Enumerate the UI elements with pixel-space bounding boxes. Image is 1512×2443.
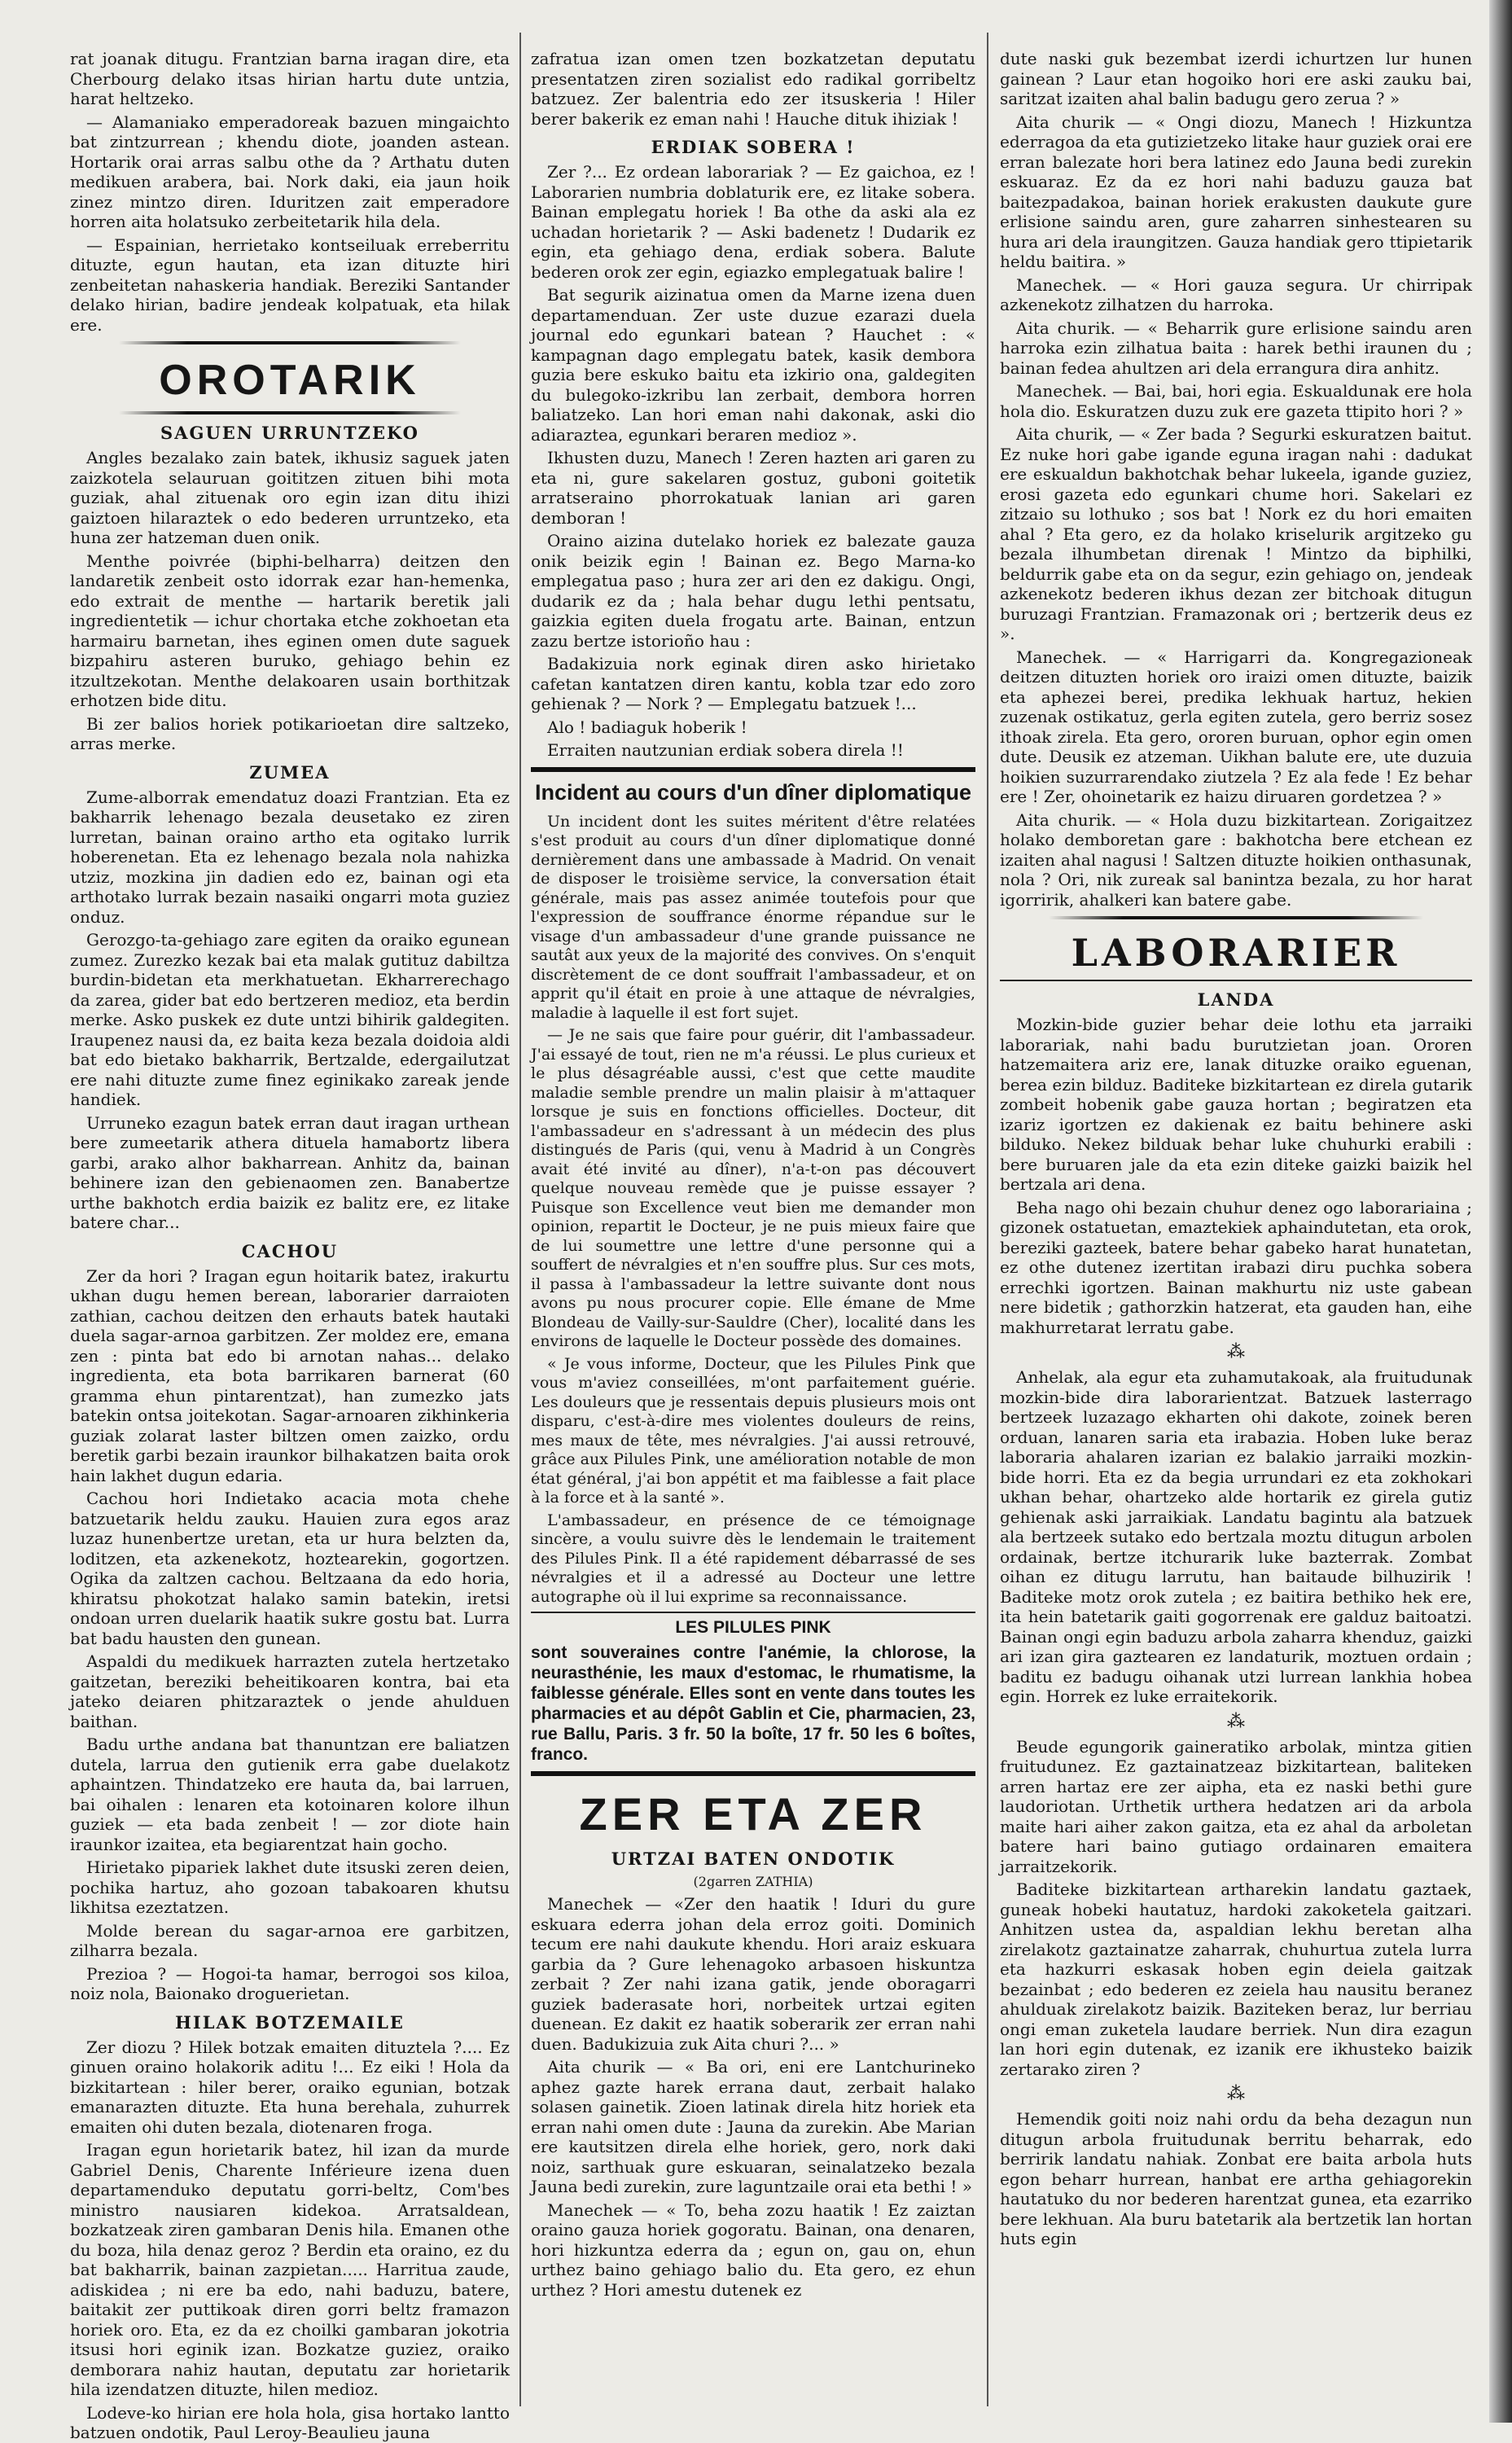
paragraph: Manechek. — Bai, bai, hori egia. Eskualdunak ere hola hola dio. Eskuratzen duzu zuk ere gazeta ttipito hori ? »: [1000, 381, 1472, 421]
column-left: [70, 49, 510, 2442]
paragraph: zafratua izan omen tzen bozkatzetan deputatu presentatzen ziren sozialist edo radikal gorribeltz batzuez. Zer balentria edo zer itsuskeria ! Hiler berer bakerik ez eman nahi ! Hauche dituk ihiziak !: [531, 49, 975, 129]
article-heading: SAGUEN URRUNTZEKO: [160, 423, 419, 443]
paragraph: Aita churik — « Ba ori, eni ere Lantchurineko aphez gazte harek errana daut, zerbait halako solasen gainetik. Zioen latinak direla hitz horiek eta erran nahi omen dute : Jauna da zurekin. Abe Marian ere kautsitzen direla elhe horiek, gero, nork daki noiz, sarthuak gure eskuaran, seinalatzeko bezala Jauna bedi zurekin, zure laguntzaile orai eta bethi ! »: [531, 2057, 975, 2196]
divider: [1000, 980, 1472, 981]
section-title-orotarik: OROTARIK: [159, 357, 421, 404]
paragraph: Manechek. — « Harrigarri da. Kongregazioneak deitzen dituzten horiek oro iraizi omen dituzte, baizik eta aphezei berei, predika lekhuak hartuz, hekien zuzenak ostikatuz, gerla egiten zutela, gero berriz sosez ithoak zirela. Eta gero, ororen buruan, ophor egin omen dute. Deusik ez atzeman. Uikhan balute ere, ute duzuia hoikien suzurrarendako ziutzela ? Ez ala fede ! Ez behar ere ! Zer, ohoinetarik ez haizu diruaren gordetzea ? »: [1000, 647, 1472, 806]
paragraph: Molde berean du sagar-arnoa ere garbitzen, zilharra bezala.: [70, 1920, 510, 1960]
paragraph: Menthe poivrée (biphi-belharra) deitzen den landaretik zenbeit osto idorrak ezar han-hemenka, edo extrait de menthe — hartarik beretik jali ingredientetik — ichur chortaka etche zokhoetan eta harmairu barnetan, ihes eginen omen dute saguek bizpahiru asteren buruko, gehiago behin ez itzultzekotan. Menthe delakoaren usain borthitzak erhotzen bide ditu.: [70, 550, 510, 710]
paragraph: Zume-alborrak emendatuz doazi Frantzian. Eta ez bakharrik lehenago bezala deusetako ez ziren lurretan, bainan oraino artho eta ogitako lurrik hoberenetan. Eta ez lehenago bezala nola nahizka utziz, mozkina jin dadien edo ez, bainan ogi eta arthotako lurrak bezain nasaiki ongarri mota guziez onduz.: [70, 787, 510, 927]
paragraph: Zer da hori ? Iragan egun hoitarik batez, irakurtu ukhan dugu hemen berean, laborarier darraioten zathian, cachou deitzen den erhauts batek hautaki duela sagar-arnoa garbitzen. Zer moldez ere, emana zen : pinta bat edo bi arnotan nahas... delako ingredienta, eta bota barrikaren barnerat (60 gramma ehun pintarentzat), han zumezko jats batekin ontsa joitekotan. Sagar-arnoaren zikhinkeria guziak zolarat laster biltzen omen zaizko, ordu beretik garbi bezain iraunkor bilhakatzen baita orok hain lakhet dugun edaria.: [70, 1265, 510, 1485]
paragraph: Aita churik. — « Hola duzu bizkitartean. Zorigaitzez holako demboretan gare : bakhotcha bere etchean ez izaiten ahal nagusi ! Saltzen dituzte hoikien onthasunak, nola ? Ori, nik zureak sal banintza bezala, zu hor harat igorririk, ahalkeri kan batere gabe.: [1000, 809, 1472, 910]
divider: [531, 767, 975, 772]
paragraph: Urruneko ezagun batek erran daut iragan urthean bere zumeetarik athera dituela hamabortz libera garbi, arako alhor bakharrean. Anhitz da, bainan behinere izan den gebienaomen zen. Banabertze urthe bakhotch erdia baizik ez balitz ere, ez litake batere char...: [70, 1112, 510, 1232]
paragraph: Zer diozu ? Hilek botzak emaiten dituztela ?.... Ez ginuen oraino holakorik aditu !... Ez eiki ! Hola da bizkitartean : hiler berer, oraiko egunian, botzak emanarazten dituzte. Eta huna berehala, zuhurrek emaiten ohi duten bezala, diotenaren froga.: [70, 2037, 510, 2137]
paragraph: Hirietako pipariek lakhet dute itsuski zeren deien, pochika hartuz, aho gozoan tabakoaren khutsu likhitsa ezeztatzen.: [70, 1857, 510, 1917]
paragraph: Cachou hori Indietako acacia mota chehe batzuetarik heldu zauku. Hauien zura egos araz luzaz hunenbertze uretan, eta ur hura belzten da, loditzen, eta azkenekotz, hoztearekin, gogortzen. Ogika da zaltzen cachou. Beltzaana da edo horia, khiratsu phokotzat halako samin batekin, iretsi ondoan urren duelarik haatik sukre gostu bat. Lurra bat badu hausten den gunean.: [70, 1489, 510, 1648]
section-separator-icon: ⁂: [1227, 1711, 1245, 1732]
paragraph: Alo ! badiaguk hoberik !: [547, 717, 747, 737]
paragraph: Lodeve-ko hirian ere hola hola, gisa hortako lantto batzuen ondotik, Paul Leroy-Beaulieu jauna: [70, 2402, 510, 2442]
article-heading: ZUMEA: [249, 761, 331, 783]
article-title-incident: Incident au cours d'un dîner diplomatique: [535, 779, 971, 805]
paragraph: Zer ?... Ez ordean laborariak ? — Ez gaichoa, ez ! Laborarien numbria doblaturik ere, ez litake sobera. Bainan emplegatu horiek ! Ba othe da aski ala ez uchadan horietarik ? — Aski badenetz ! Dudarik ez egin, eta gehiago dena, erdiak sobera. Balute bederen orok zer egin, egiazko emplegatuak balire !: [531, 162, 975, 282]
paragraph: dute naski guk bezembat izerdi ichurtzen lur hunen gainean ? Laur etan hogoiko hori ere aski zauku bai, saritzat izaiten ahal balin badugu gero zerua ? »: [1000, 49, 1472, 108]
paragraph: Bat segurik aizinatua omen da Marne izena duen departamenduan. Zer uste duzue ezarazi duela journal edo egunkari batean ? Hauchet : « kampagnan dago emplegatu batek, kasik dembora guzia bere eskuko baitu eta izkirio ona, galdegiten du bulegoko-izkribu lan zerbait, dembora horren baliatzeko. Lan hori eman nahi dakonak, aski dio adiaraztea, egunkari beraren medioz ».: [531, 285, 975, 445]
paragraph: — Espainian, herrietako kontseiluak erreberritu dituzte, egun hautan, eta izan dituzte hiri zenbeitetan nahaskeria handiak. Bereziki Santander delako hirian, badire jendeak kolpatuak, eta hilak ere.: [70, 235, 510, 335]
paragraph: Iragan egun horietarik batez, hil izan da murde Gabriel Denis, Charente Inférieure izena duen departamenduko deputatu gorri-beltz, Com'bes ministro nausiaren kidekoa. Arratsaldean, bozkatzeak ziren gambaran Denis hila. Emanen othe du boza, hila denaz geroz ? Berdin eta oraino, ez du bat bakharrik, bainan zazpietan..... Harritua zaude, adiskidea ; ni ere ba edo, nahi baduzu, batere, baitakit zer puttikoak diren gorri beltz framazon horiek oro. Eta, ez da ez choilki gambaran jokotria itsusi hori eginik izan. Bozkatze guziez, oraiko demborara nahiz hautan, deputatu zar horietarik hila izendatzen dituzte, hilen medioz.: [70, 2140, 510, 2399]
divider: [1049, 916, 1423, 919]
article-heading: CACHOU: [241, 1240, 339, 1261]
article-heading: ERDIAK SOBERA !: [651, 137, 856, 157]
divider: [119, 341, 461, 344]
column-middle: [531, 49, 975, 2406]
divider: [531, 1771, 975, 1776]
article-subheading: (2garren ZATHIA): [693, 1874, 813, 1889]
paragraph: Un incident dont les suites méritent d'être relatées s'est produit au cours d'un dîner diplomatique donné dernièrement dans une ambassade à Madrid. On venait de disposer le troisième service, la conversation était générale, mais pas assez animée toutefois pour que l'expression de souffrance énorme répandue sur le visage d'un ambassadeur d'une grande puissance ne sautât aux yeux de la majorité des convives. On s'enquit discrètement de ce dont souffrait l'ambassadeur, et on apprit qu'il était en proie à une attaque de névralgies, maladie à laquelle il est fort sujet.: [531, 812, 975, 1022]
divider: [531, 1612, 975, 1613]
paragraph: Mozkin-bide guzier behar deie lothu eta jarraiki laborariak, nahi badu burutzietan joan. Ororen hatzemaitera ariz ere, lanak dituzke oraiko eguenan, berea ezin bilduz. Baditeke bizkitartean ez direla gutarik zombeit hobenik gabe gauza hortan ; begiratzen eta izariz igortzen ez dakienak ez baitu behinere aski bilduko. Nekez bilduak behar luke chuhurki erabili : bere buruaren jale da eta ezin diteke gaizki baizik hel bertzala ari dena.: [1000, 1015, 1472, 1194]
paragraph: L'ambassadeur, en présence de ce témoignage sincère, a voulu suivre dès le lendemain le traitement des Pilules Pink. Il a été rapidement débarrassé de ses névralgies et il a adressé au Docteur une lettre autographe où il lui exprime sa reconnaissance.: [531, 1511, 975, 1606]
article-heading: URTZAI BATEN ONDOTIK: [611, 1849, 896, 1869]
page-edge-shadow: [1489, 0, 1512, 2423]
column-rule: [987, 33, 988, 2406]
paragraph: « Je vous informe, Docteur, que les Pilules Pink que vous m'aviez conseillées, m'ont parfaitement guérie. Les douleurs que je ressentais depuis plusieurs mois ont disparu, c'est-à-dire mes violentes douleurs de reins, mes maux de tête, mes névralgies. J'ai aussi retrouvé, grâce aux Pilules Pink, une amélioration notable de mon état général, j'ai bon appétit et ma faiblesse a fait place à la force et à la santé ».: [531, 1354, 975, 1507]
paragraph: — Je ne sais que faire pour guérir, dit l'ambassadeur. J'ai essayé de tout, rien ne m'a réussi. Le plus curieux et le plus désagréable aussi, c'est que cette maudite maladie semble prendre un malin plaisir à m'attaquer lorsque je suis en fonctions officielles. Docteur, dit l'ambassadeur en s'adressant à un médecin des plus distingués de Paris (qui, venu à Madrid à un Congrès avait été invité au dîner), n'a-t-on pas découvert quelque nouveau remède que je puisse essayer ? Puisque son Excellence veut bien me demander mon opinion, repartit le Docteur, je ne puis mieux faire que de lui soumettre une lettre d'une personne qui a souffert de névralgies et n'en souffre plus. Sur ces mots, il passa à l'ambassadeur la lettre suivante dont nous avons pu nous procurer copie. Elle émane de Mme Blondeau de Vailly-sur-Sauldre (Cher), localité dans les environs de laquelle le Docteur possède des domaines.: [531, 1026, 975, 1350]
paragraph: Gerozgo-ta-gehiago zare egiten da oraiko egunean zumez. Zurezko kezak bai eta malak gutituz dabiltza burdin-bidetan eta merkhatuetan. Ekharrerechago da zarea, gider bat edo bertzeren medioz, eta berdin merke. Asko puskek ez dute untzi bihirik galdegiten. Iraupenez nausi da, ez baita keza bezala doidoia aldi bat edo bietako bakharrik, Bertzalde, edergailutzat ere nahi dituzte zume finez eginikako zareak jende handiek.: [70, 930, 510, 1109]
paragraph: Badakizuia nork eginak diren asko hirietako cafetan kantatzen diren kantu, kobla tzar edo zoro gehienak ? — Nork ? — Emplegatu batzuek !...: [531, 654, 975, 713]
article-heading: LANDA: [1197, 989, 1275, 1010]
article-heading: HILAK BOTZEMAILE: [175, 2011, 405, 2033]
paragraph: Oraino aizina dutelako horiek ez balezate gauza onik beizik egin ! Bainan ez. Bego Marna-ko emplegatua paso ; hura zer ari den ez dakigu. Ongi, dudarik ez da ; hala behar dugu lethi pentsatu, gaizkia egiten duela frogatu arte. Bainan, entzun zazu bertze istorioño hau :: [531, 531, 975, 651]
column-right: [1000, 49, 1472, 2406]
ad-title: LES PILULES PINK: [675, 1618, 831, 1637]
section-title-laborarier: LABORARIER: [1071, 931, 1401, 975]
paragraph: Badu urthe andana bat thanuntzan ere baliatzen dutela, larrua den gutienik erra gabe duelakotz aphaintzen. Thindatzeko ere hauta da, bai larruen, bai oihalen : lenaren eta kotoinaren kolore ilhun guziek — eta bada zenbeit ! — zor diote hain iraunkor izaitea, eta begiarentzat hain gocho.: [70, 1735, 510, 1854]
section-separator-icon: ⁂: [1227, 1342, 1245, 1362]
paragraph: Angles bezalako zain batek, ikhusiz saguek jaten zaizkotela selauruan goititzen zituen bihi mota guziak, ahal zituenak oro egin izan ditu ihizi gaiztoen hilaraztek o edo bederen urruntzeko, eta huna zer hatzeman duen onik.: [70, 448, 510, 547]
paragraph: Beude egungorik gaineratiko arbolak, mintza gitien fruitudunez. Ez gaztainatzeaz bizkitartean, baliteken arren hartaz ere zer aipha, eta ez naski bethi gure laudoriotan. Urthetik urthera hedatzen ari da arbola maite hari aiher zakon gaitza, eta ez ahal da arboletan batere hari baino gutiago ordainaren emaitera jarraitzekorik.: [1000, 1736, 1472, 1876]
paragraph: Manechek — « To, beha zozu haatik ! Ez zaiztan oraino gauza horiek gogoratu. Bainan, ona denaren, hori hizkuntza ederra da ; egun on, gau on, ehun urthez baino gehiago balio du. Eta gero, ez ehun urthez ? Hori amestu dutenek ez: [531, 2200, 975, 2300]
paragraph: Aita churik — « Ongi diozu, Manech ! Hizkuntza ederragoa da eta gutizietzeko litake haur guziek orai ere erran balezate hori bera latinez edo Jauna bedi zurekin eskuaraz. Ez da ez hori nahi baduzu gauza bat baitezpadakoa, bainan horiek erakusten daukute gure erlisione saindu aren, gure zaharren sinhestearen su hura ari dela iraungitzen. Gauza handiak gero ttipietarik heldu baitira. »: [1000, 112, 1472, 271]
paragraph: Prezioa ? — Hogoi-ta hamar, berrogoi sos kiloa, noiz nola, Baionako droguerietan.: [70, 1963, 510, 2003]
ad-body: sont souveraines contre l'anémie, la chlorose, la neurasthénie, les maux d'estomac, le rhumatisme, la faiblesse générale. Elles sont en vente dans toutes les pharmacies et au dépôt Gablin et Cie, pharmacien, 23, rue Ballu, Paris. 3 fr. 50 la boîte, 17 fr. 50 les 6 boîtes, franco.: [531, 1643, 975, 1764]
paragraph: Aita churik. — « Beharrik gure erlisione saindu aren harroka ezin zilhatua baita : harek bethi iraunen du ; bainan fedea ahultzen ari dela errangura dira anhitz.: [1000, 318, 1472, 378]
paragraph: Aita churik, — « Zer bada ? Segurki eskuratzen baitut. Ez nuke hori gabe igande eguna iragan nahi : dadukat ere eskualdun bakhotchak behar lukeela, igande guziez, erosi gazeta edo egunkari chume hori. Sakelari ez zitzaio su lothuko ; sos bat ! Nork ez du hori emaiten ahal ? Eta gero, ez da holako kriselurik argitzeko gu bezala ilhumbetan direnak ! Mintzo da biphilki, beldurrik gabe eta on da segur, ezin gehiago on, jendeak azkenekotz bederen ikhus dezan zer bitchoak ditugun buruzagi Frantzian. Framazonak ori ; bertzerik deus ez ».: [1000, 424, 1472, 643]
paragraph: rat joanak ditugu. Frantzian barna iragan dire, eta Cherbourg delako itsas hirian hartu dute untzia, harat heltzeko.: [70, 49, 510, 108]
paragraph: Manechek — «Zer den haatik ! Iduri du gure eskuara ederra johan dela erroz goiti. Dominich tecum ere nahi daukute khendu. Hori araiz eskuara garbia da ? Gure lehenagoko arbasoen hiskuntza zerbait ? Zer nahi izana gatik, jende oboragarri guziek baderasate hori, norbeitek urtzai egiten duenean. Ez dakit ez haatik soberarik zer erran nahi duen. Badukizuia zuk Aita churi ?... »: [531, 1894, 975, 2054]
paragraph: Hemendik goiti noiz nahi ordu da beha dezagun nun ditugun arbola fruitudunak berritu beharrak, edo berririk landatu nahiak. Zonbat ere baita arbola huts egon beharr hurrean, hanbat ere artha gehiagorekin hautatuko du nor bederen harentzat gunea, eta ezarriko bere lekhuan. Ala buru batetarik ala bertzetik lan hortan huts egin: [1000, 2109, 1472, 2248]
paragraph: Anhelak, ala egur eta zuhamutakoak, ala fruitudunak mozkin-bide dira laborarientzat. Batzuek lasterrago bertzeek luzazago ekharten ohi dakote, zoinek beren orduan, lanaren saria eta irabazia. Hoben luke beraz laboraria ahalaren izarian ez balakio jarraiki mozkin-bide horri. Eta ez da begia urrundari ez eta zokhokari ukhan behar, ohartzeko alde hortarik ez girela gutiz gehienak aski jarraikiak. Landatu bagintu ala batzuek ala bertzeek sutako edo bertzala moztu ditugun arbolen ordainak, bertze itchurarik luke bazterrak. Zombat oihan ez ditugu larrutu, han baitaude bilhuzirik ! Baditeke motz orok zutela ; ez baitira bethiko hek ere, ita hein batetarik gaiti gogorrenak ere galduz baitoatzi. Bainan ongi egin baduzu arbola zaharra khenduz, gaizki ari izan gira gaztearen ez landaturik, moztuen ordain ; baditu ez badugu oihanak utzi lurrean lankhia hobea egin. Horrek ez luke erraitekorik.: [1000, 1367, 1472, 1706]
column-rule: [519, 33, 521, 2406]
paragraph: — Alamaniako emperadoreak bazuen mingaichto bat zintzurrean ; khendu diote, joanden astean. Hortarik orai arras salbu othe da ? Arthatu duten medikuen arabera, bai. Nork daki, eia jaun hoik zinez mintzo diren. Iduritzen zait emperadore horren aita holatsuko zerbeitetarik hila dela.: [70, 112, 510, 231]
paragraph: Erraiten nautzunian erdiak sobera direla !!: [547, 740, 904, 760]
divider: [119, 411, 461, 414]
paragraph: Ikhusten duzu, Manech ! Zeren hazten ari garen zu eta ni, gure sakelaren gostuz, guboni goitetik arratseraino phorrokatuak lanian ari garen demboran !: [531, 448, 975, 528]
paragraph: Bi zer balios horiek potikarioetan dire saltzeko, arras merke.: [70, 713, 510, 753]
paragraph: Beha nago ohi bezain chuhur denez ogo laborariaina ; gizonek ostatuetan, emaztekiek aphaindutetan, eta orok, bereziki gazteek, batere behar gabeko harat hunatetan, ez othe dutenez izertitan irabazi diru puchka sobera errechki igortzen. Bainan makhurtu niz uste gabean nere bidetik ; gathorzkin hatzerat, eta gauden han, eihe makhurretarat lerratu gabe.: [1000, 1197, 1472, 1337]
paragraph: Aspaldi du medikuek harrazten zutela hertzetako gaitzetan, bereziki beheitikoaren kontra, bai eta jateko deiaren phitzaraztek o jende ahulduen baithan.: [70, 1651, 510, 1731]
paragraph: Baditeke bizkitartean artharekin landatu gaztaek, guneak hobeki hautatuz, hardoki zakoketela gaitzari. Anhitzen ustea da, aspaldian lekhu beretan alha zirelakotz gaztainatze zaharrak, chuhurtua zutela lurra eta hazkurri eskasak hoben egin deiela gaitzak bezainbat ; edo bederen ez zeiela hau nausitu beranez ahulduak zirelakotz baizik. Baziteken beraz, lur berriau ongi eman zuketela laudare berriek. Nun dira ezagun lan hori egin dutenak, ez izanik ere ikhusteko baizik zertarako ziren ?: [1000, 1879, 1472, 2079]
section-separator-icon: ⁂: [1227, 2084, 1245, 2104]
section-title-zer-eta-zer: ZER ETA ZER: [579, 1788, 927, 1840]
paragraph: Manechek. — « Hori gauza segura. Ur chirripak azkenekotz zilhatzen du harroka.: [1000, 274, 1472, 314]
